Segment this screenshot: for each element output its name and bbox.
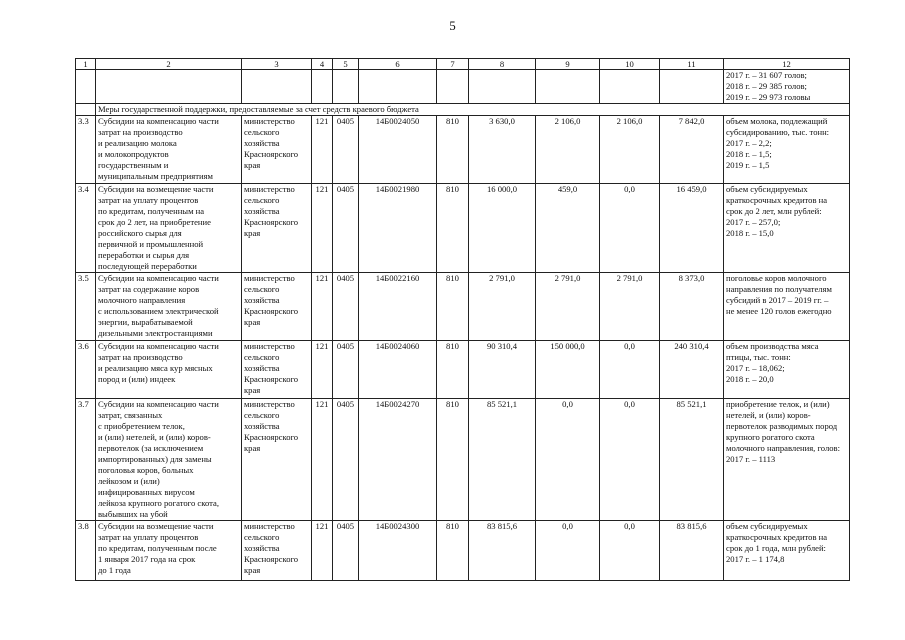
measure-name: Субсидии на возмещение части затрат на уплату процентов по кредитам, полученным после 1 января 2017 года на срок до 1 года — [96, 521, 242, 581]
empty-cell — [242, 70, 312, 104]
column-header: 12 — [724, 59, 850, 70]
empty-cell — [333, 70, 359, 104]
amount-2019: 2 791,0 — [600, 273, 660, 341]
amount-total: 83 815,6 — [660, 521, 724, 581]
empty-cell — [76, 70, 96, 104]
column-header: 2 — [96, 59, 242, 70]
code-grbs: 121 — [312, 341, 333, 399]
continuation-result-cell: 2017 г. – 31 607 голов; 2018 г. – 29 385 голов; 2019 г. – 29 973 головы — [724, 70, 850, 104]
amount-2019: 0,0 — [600, 184, 660, 273]
row-number: 3.3 — [76, 116, 96, 184]
section-title-row — [76, 104, 850, 116]
table-row — [76, 341, 850, 399]
agency-name: министерство сельского хозяйства Красноярского края — [242, 184, 312, 273]
column-header: 11 — [660, 59, 724, 70]
expected-result: приобретение телок, и (или) нетелей, и (или) коров- первотелок разводимых пород крупного рогатого скота молочного направления, голов: 2017 г. – 1113 — [724, 399, 850, 521]
expected-result: объем молока, подлежащий субсидированию, тыс. тонн: 2017 г. – 2,2; 2018 г. – 1,5; 2019 г. – 1,5 — [724, 116, 850, 184]
amount-2019: 0,0 — [600, 399, 660, 521]
row-number: 3.6 — [76, 341, 96, 399]
empty-cell — [437, 70, 469, 104]
amount-2019: 2 106,0 — [600, 116, 660, 184]
column-header: 3 — [242, 59, 312, 70]
table-row — [76, 116, 850, 184]
page-number: 5 — [449, 18, 456, 33]
amount-total: 7 842,0 — [660, 116, 724, 184]
code-expense-type: 810 — [437, 273, 469, 341]
row-number: 3.8 — [76, 521, 96, 581]
amount-2018: 0,0 — [536, 399, 600, 521]
expected-result: объем субсидируемых краткосрочных кредитов на срок до 2 лет, млн рублей: 2017 г. – 257,0; 2018 г. – 15,0 — [724, 184, 850, 273]
measure-name: Субсидии на компенсацию части затрат на производство и реализацию мяса кур мясных пород и (или) индеек — [96, 341, 242, 399]
code-target-article: 14Б0021980 — [359, 184, 437, 273]
expected-result: объем производства мяса птицы, тыс. тонн: 2017 г. – 18,062; 2018 г. – 20,0 — [724, 341, 850, 399]
column-header: 9 — [536, 59, 600, 70]
amount-2018: 2 106,0 — [536, 116, 600, 184]
table-row — [76, 521, 850, 581]
amount-2018: 459,0 — [536, 184, 600, 273]
amount-2017: 90 310,4 — [469, 341, 536, 399]
empty-cell — [312, 70, 333, 104]
code-grbs: 121 — [312, 116, 333, 184]
amount-2018: 150 000,0 — [536, 341, 600, 399]
section-title: Меры государственной поддержки, предоставляемые за счет средств краевого бюджета — [96, 104, 850, 116]
amount-total: 85 521,1 — [660, 399, 724, 521]
code-target-article: 14Б0024050 — [359, 116, 437, 184]
amount-2017: 2 791,0 — [469, 273, 536, 341]
table-row — [76, 399, 850, 521]
row-number: 3.7 — [76, 399, 96, 521]
amount-2018: 0,0 — [536, 521, 600, 581]
code-section: 0405 — [333, 116, 359, 184]
amount-2019: 0,0 — [600, 521, 660, 581]
code-section: 0405 — [333, 341, 359, 399]
empty-cell — [76, 104, 96, 116]
code-grbs: 121 — [312, 399, 333, 521]
column-header: 1 — [76, 59, 96, 70]
code-expense-type: 810 — [437, 184, 469, 273]
amount-2017: 85 521,1 — [469, 399, 536, 521]
column-header: 7 — [437, 59, 469, 70]
amount-total: 16 459,0 — [660, 184, 724, 273]
agency-name: министерство сельского хозяйства Красноярского края — [242, 341, 312, 399]
measure-name: Субсидии на компенсацию части затрат на производство и реализацию молока и молокопродуктов государственным и муниципальным предприятиям — [96, 116, 242, 184]
code-target-article: 14Б0024270 — [359, 399, 437, 521]
amount-2017: 16 000,0 — [469, 184, 536, 273]
code-expense-type: 810 — [437, 341, 469, 399]
measure-name: Субсидии на возмещение части затрат на уплату процентов по кредитам, полученным на срок до 2 лет, на приобретение российского сырья для первичной и промышленной переработки и сырья для последующей переработки — [96, 184, 242, 273]
amount-2017: 3 630,0 — [469, 116, 536, 184]
code-section: 0405 — [333, 521, 359, 581]
column-header: 6 — [359, 59, 437, 70]
code-expense-type: 810 — [437, 399, 469, 521]
code-grbs: 121 — [312, 184, 333, 273]
row-number: 3.4 — [76, 184, 96, 273]
header-row — [76, 59, 850, 70]
agency-name: министерство сельского хозяйства Красноярского края — [242, 521, 312, 581]
empty-cell — [96, 70, 242, 104]
agency-name: министерство сельского хозяйства Красноярского края — [242, 399, 312, 521]
agency-name: министерство сельского хозяйства Красноярского края — [242, 116, 312, 184]
code-expense-type: 810 — [437, 116, 469, 184]
column-header: 4 — [312, 59, 333, 70]
continuation-row — [76, 70, 850, 104]
code-target-article: 14Б0022160 — [359, 273, 437, 341]
empty-cell — [536, 70, 600, 104]
code-section: 0405 — [333, 273, 359, 341]
code-target-article: 14Б0024060 — [359, 341, 437, 399]
code-expense-type: 810 — [437, 521, 469, 581]
table-row — [76, 273, 850, 341]
column-header: 5 — [333, 59, 359, 70]
empty-cell — [660, 70, 724, 104]
code-section: 0405 — [333, 184, 359, 273]
amount-2017: 83 815,6 — [469, 521, 536, 581]
amount-2019: 0,0 — [600, 341, 660, 399]
column-header: 10 — [600, 59, 660, 70]
expected-result: поголовье коров молочного направления по получателям субсидий в 2017 – 2019 гг. – не менее 120 голов ежегодно — [724, 273, 850, 341]
amount-2018: 2 791,0 — [536, 273, 600, 341]
empty-cell — [600, 70, 660, 104]
code-section: 0405 — [333, 399, 359, 521]
row-number: 3.5 — [76, 273, 96, 341]
measure-name: Субсидии на компенсацию части затрат на содержание коров молочного направления с использованием электрической энергии, вырабатываемой дизельными электростанциями — [96, 273, 242, 341]
code-target-article: 14Б0024300 — [359, 521, 437, 581]
code-grbs: 121 — [312, 521, 333, 581]
empty-cell — [359, 70, 437, 104]
agency-name: министерство сельского хозяйства Красноярского края — [242, 273, 312, 341]
code-grbs: 121 — [312, 273, 333, 341]
column-header: 8 — [469, 59, 536, 70]
empty-cell — [469, 70, 536, 104]
measure-name: Субсидии на компенсацию части затрат, связанных с приобретением телок, и (или) нетелей, и (или) коров- первотелок (за исключением импортированных) для замены поголовья коров, больных лейкозом и (или) инфицированных вирусом лейкоза крупного рогатого скота, выбывших на убой — [96, 399, 242, 521]
expected-result: объем субсидируемых краткосрочных кредитов на срок до 1 года, млн рублей: 2017 г. – 1 174,8 — [724, 521, 850, 581]
amount-total: 8 373,0 — [660, 273, 724, 341]
table-row — [76, 184, 850, 273]
amount-total: 240 310,4 — [660, 341, 724, 399]
budget-table — [75, 58, 850, 581]
